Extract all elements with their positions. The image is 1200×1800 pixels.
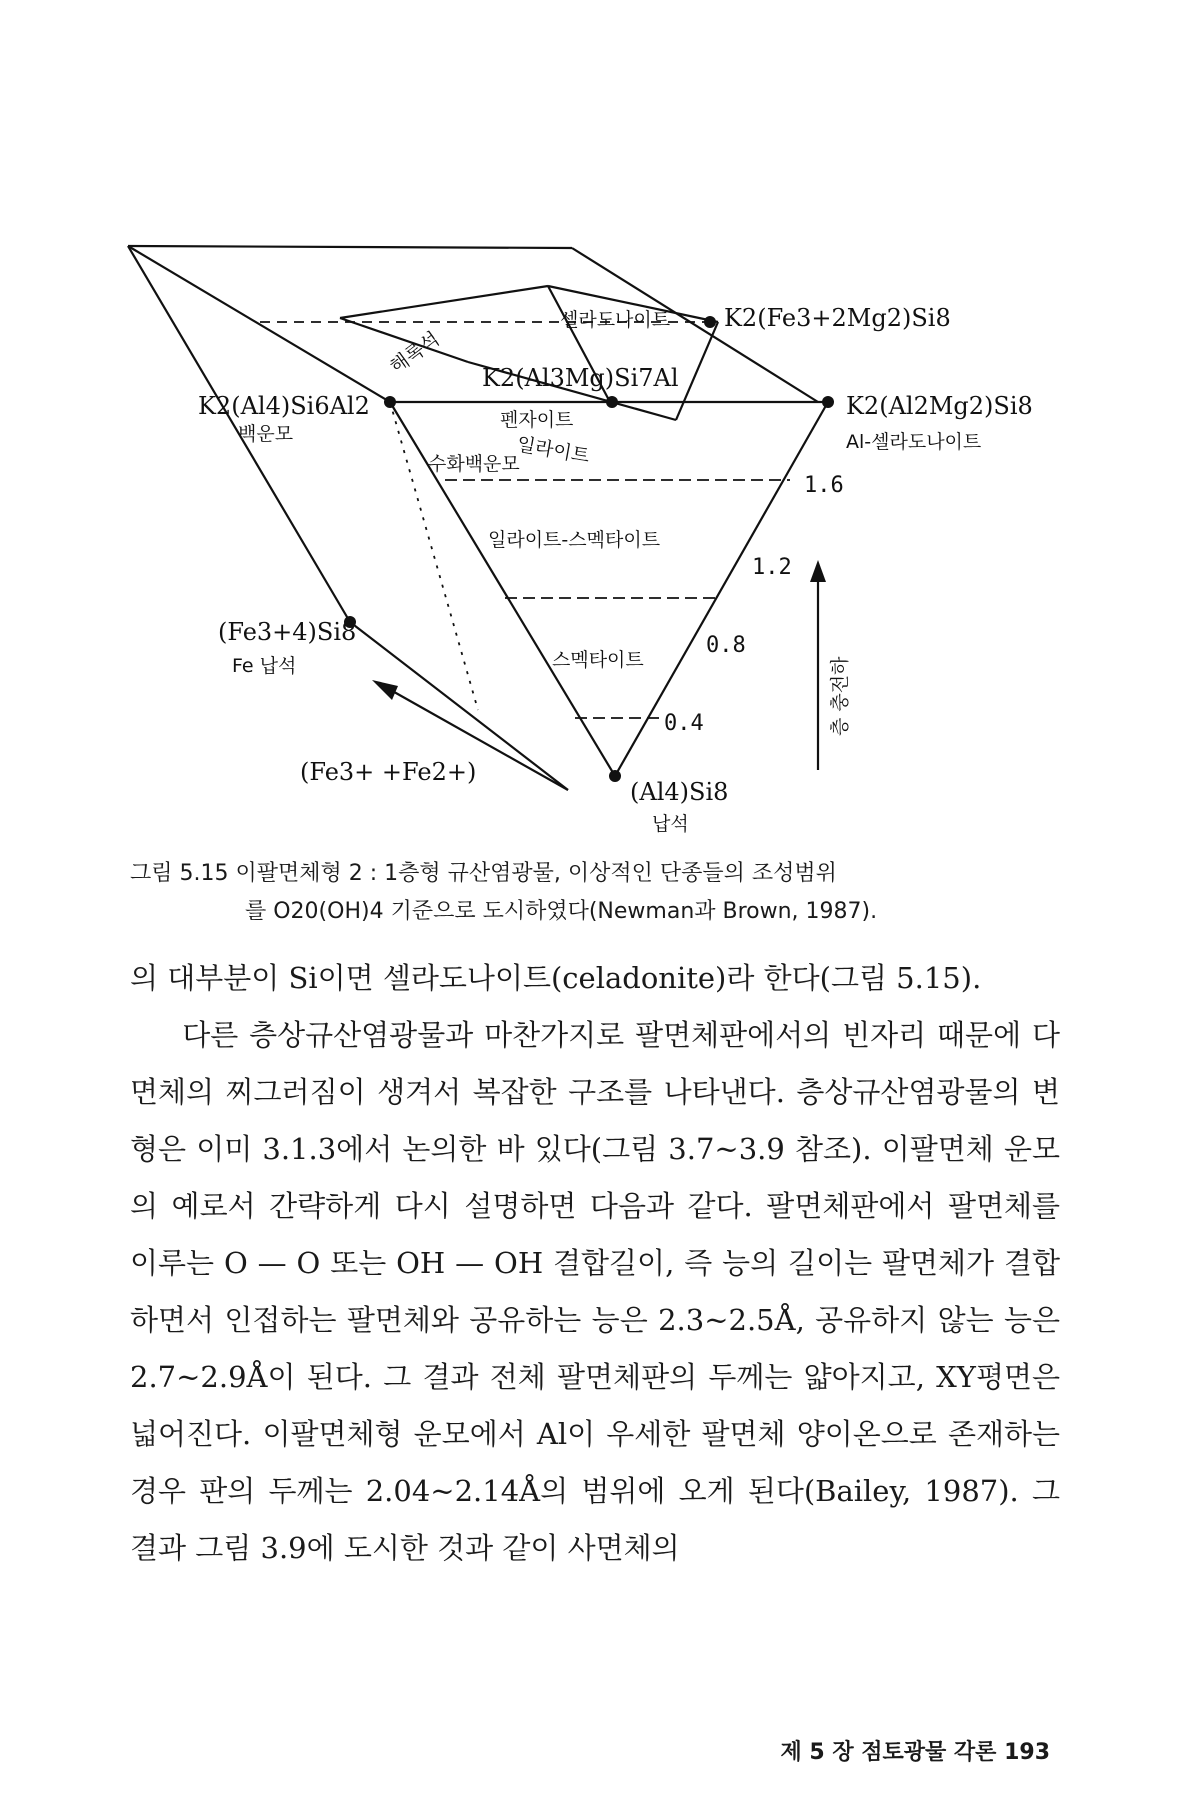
plane-edge-left xyxy=(128,246,390,402)
body-text xyxy=(130,950,1060,1577)
muscovite-formula-label: K2(Al4)Si6Al2 xyxy=(198,392,370,420)
charge-tick-0-8: 0.8 xyxy=(706,633,746,658)
pyrophyllite-formula-label: (Al4)Si8 xyxy=(630,778,729,806)
al-celadonite-formula-label: K2(Al2Mg2)Si8 xyxy=(846,392,1033,420)
smectite-label: 스멕타이트 xyxy=(552,649,644,671)
phengite-point xyxy=(606,396,618,408)
muscovite-name-label: 백운모 xyxy=(238,423,294,445)
al-celadonite-name-label: Al-셀라도나이트 xyxy=(846,431,982,453)
phengite-formula-label: K2(Al3Mg)Si7Al xyxy=(482,364,679,392)
composition-diagram xyxy=(0,0,1200,840)
charge-axis-label: 층 충전하 xyxy=(829,656,851,736)
celadonite-point xyxy=(704,316,716,328)
glauconite-label: 해록석 xyxy=(386,327,444,379)
body-paragraph-2: 다른 층상규산염광물과 마찬가지로 팔면체판에서의 빈자리 때문에 다면체의 찌그러짐이 생겨서 복잡한 구조를 나타낸다. 층상규산염광물의 변형은 이미 3.1.3에서 논의한 바 있다(그림 3.7~3.9 참조). 이팔면체 운모의 예로서 간략하게 다시 설명하면 다음과 같다. 팔면체판에서 팔면체를 이루는 O — O 또는 OH — OH 결합길이, 즉 능의 길이는 팔면체가 결합하면서 인접하는 팔면체와 공유하는 능은 2.3~2.5Å, 공유하지 않는 능은 2.7~2.9Å이 된다. 그 결과 전체 팔면체판의 두께는 얇아지고, XY평면은 넓어진다. 이팔면체형 운모에서 Al이 우세한 팔면체 양이온으로 존재하는 경우 판의 두께는 2.04~2.14Å의 범위에 오게 된다(Bailey, 1987). 그 결과 그림 3.9에 도시한 것과 같이 사면체의 xyxy=(130,1018,1060,1565)
charge-arrowhead xyxy=(810,560,826,582)
charge-tick-1-6: 1.6 xyxy=(804,473,844,498)
celadonite-short-label: 셀라도나이트 xyxy=(560,309,671,331)
fe-arrowhead xyxy=(372,680,398,700)
triangle-right xyxy=(615,402,828,776)
fe-formula-label: (Fe3+4)Si8 xyxy=(218,618,357,646)
figure-caption xyxy=(130,855,1090,931)
body-paragraph-1: 의 대부분이 Si이면 셀라도나이트(celadonite)라 한다(그림 5.15). xyxy=(130,961,982,995)
charge-tick-1-2: 1.2 xyxy=(752,555,792,580)
celadonite-formula-label: K2(Fe3+2Mg2)Si8 xyxy=(724,304,951,332)
pyrophyllite-name-label: 납석 xyxy=(652,813,689,835)
inner-plane-c xyxy=(676,322,718,420)
inner-plane-a xyxy=(340,286,548,318)
hydromuscovite-label: 수화백운모 xyxy=(428,453,520,475)
charge-tick-0-4: 0.4 xyxy=(664,711,704,736)
al-celadonite-point xyxy=(822,396,834,408)
pyrophyllite-point xyxy=(609,770,621,782)
illite-small-label: 일라이트 xyxy=(515,433,592,468)
caption-line-2: 를 O20(OH)4 기준으로 도시하였다(Newman과 Brown, 1987). xyxy=(245,899,878,924)
illite-smectite-label: 일라이트-스멕타이트 xyxy=(488,529,661,551)
muscovite-point xyxy=(384,396,396,408)
plane-edge-top xyxy=(128,246,572,248)
fe-substitution-label: (Fe3+ +Fe2+) xyxy=(300,758,477,786)
caption-line-1: 그림 5.15 이팔면체형 2 : 1층형 규산염광물, 이상적인 단종들의 조성범위 xyxy=(130,861,837,886)
phengite-name-label: 펜자이트 xyxy=(500,409,574,431)
page-footer: 제 5 장 점토광물 각론 193 xyxy=(780,1740,1050,1765)
fe-name-label: Fe 납석 xyxy=(232,655,297,677)
